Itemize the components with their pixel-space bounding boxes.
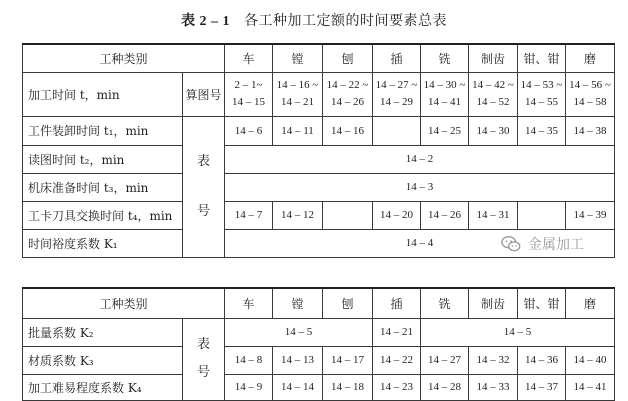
table-cell: 14 – 9: [225, 374, 273, 400]
table-row: [23, 173, 615, 201]
row-label: 工卡刀具交换时间 t₄，min: [23, 201, 183, 229]
table-cell: 14 – 14: [273, 374, 323, 400]
table-cell: 14 – 35: [518, 116, 566, 145]
merged-cell: 14 – 4: [225, 229, 615, 257]
table-cell: 14 – 56 ~ 14 – 58: [566, 72, 615, 116]
table-cell: 14 – 27 ~ 14 – 29: [373, 72, 421, 116]
table-cell: 14 – 39: [566, 201, 615, 229]
table-cell: 14 – 26: [421, 201, 469, 229]
table-row: [23, 346, 615, 374]
table2-header-label: 工种类别: [23, 288, 225, 318]
table-cell: 14 – 21: [373, 318, 421, 346]
table-cell: 14 – 16: [323, 116, 373, 145]
table-cell: 14 – 17: [323, 346, 373, 374]
row-label: 工件装卸时间 t₁，min: [23, 116, 183, 145]
table-cell: 14 – 32: [469, 346, 518, 374]
row-label: 批量系数 K₂: [23, 318, 183, 346]
table-cell: 14 – 13: [273, 346, 323, 374]
trade-header: 车: [225, 44, 273, 72]
trade-header: 铣: [421, 288, 469, 318]
table-cell: 14 – 30 ~ 14 – 41: [421, 72, 469, 116]
table-cell: 14 – 27: [421, 346, 469, 374]
row-label: 时间裕度系数 K₁: [23, 229, 183, 257]
table-caption: [0, 0, 628, 40]
table-cell: [518, 201, 566, 229]
table-cell: 14 – 30: [469, 116, 518, 145]
table-cell: 14 – 41: [566, 374, 615, 400]
table-row: [23, 374, 615, 400]
table-cell: 14 – 8: [225, 346, 273, 374]
table-row: [23, 318, 615, 346]
trade-header: 磨: [566, 288, 615, 318]
table-cell: 14 – 23: [373, 374, 421, 400]
table-cell: 14 – 42 ~ 14 – 52: [469, 72, 518, 116]
table-cell: [373, 116, 421, 145]
caption-title: 各工种加工定额的时间要素总表: [244, 13, 447, 29]
trade-header: 钳、钳: [518, 44, 566, 72]
table1-header-row: [23, 44, 615, 72]
coefficient-table: [22, 287, 615, 401]
trade-header: 刨: [323, 288, 373, 318]
trade-header: 制齿: [469, 288, 518, 318]
row-label: 读图时间 t₂，min: [23, 145, 183, 173]
row-label: 加工难易程度系数 K₄: [23, 374, 183, 400]
table-cell: 14 – 38: [566, 116, 615, 145]
table-cell: 14 – 7: [225, 201, 273, 229]
table-cell: 14 – 11: [273, 116, 323, 145]
table-cell: 14 – 18: [323, 374, 373, 400]
trade-header: 镗: [273, 44, 323, 72]
table-row: [23, 145, 615, 173]
table-row: [23, 201, 615, 229]
side-table-label: 表 号: [183, 318, 225, 400]
trade-header: 刨: [323, 44, 373, 72]
row-label: 机床准备时间 t₃，min: [23, 173, 183, 201]
merged-cell: 14 – 2: [225, 145, 615, 173]
side-label: 算图号: [183, 72, 225, 116]
merged-cell: 14 – 5: [225, 318, 373, 346]
table-cell: 14 – 31: [469, 201, 518, 229]
trade-header: 车: [225, 288, 273, 318]
trade-header: 插: [373, 44, 421, 72]
watermark-text: 金属加工: [528, 237, 584, 253]
trade-header: 插: [373, 288, 421, 318]
caption-number: 表 2 – 1: [181, 14, 230, 29]
table-cell: 14 – 53 ~ 14 – 55: [518, 72, 566, 116]
table-cell: 2 – 1~ 14 – 15: [225, 72, 273, 116]
table-cell: 14 – 28: [421, 374, 469, 400]
wechat-icon: [500, 233, 522, 255]
merged-cell: 14 – 5: [421, 318, 615, 346]
row-label: 加工时间 t，min: [23, 72, 183, 116]
row-label: 材质系数 K₃: [23, 346, 183, 374]
time-elements-table: [22, 43, 615, 258]
trade-header: 铣: [421, 44, 469, 72]
table-cell: 14 – 37: [518, 374, 566, 400]
table-cell: 14 – 33: [469, 374, 518, 400]
table-cell: 14 – 20: [373, 201, 421, 229]
trade-header: 钳、钳: [518, 288, 566, 318]
merged-cell: 14 – 3: [225, 173, 615, 201]
table-row: [23, 116, 615, 145]
table1-header-label: 工种类别: [23, 44, 225, 72]
table-cell: 14 – 36: [518, 346, 566, 374]
table-cell: 14 – 16 ~ 14 – 21: [273, 72, 323, 116]
watermark: [500, 230, 620, 258]
trade-header: 镗: [273, 288, 323, 318]
table2-header-row: [23, 288, 615, 318]
table-cell: 14 – 22 ~ 14 – 26: [323, 72, 373, 116]
side-table-label: 表 号: [183, 116, 225, 257]
table-cell: 14 – 25: [421, 116, 469, 145]
table-cell: 14 – 22: [373, 346, 421, 374]
table-cell: [323, 201, 373, 229]
table-cell: 14 – 40: [566, 346, 615, 374]
trade-header: 制齿: [469, 44, 518, 72]
trade-header: 磨: [566, 44, 615, 72]
table-row: [23, 72, 615, 116]
table-cell: 14 – 12: [273, 201, 323, 229]
table-cell: 14 – 6: [225, 116, 273, 145]
